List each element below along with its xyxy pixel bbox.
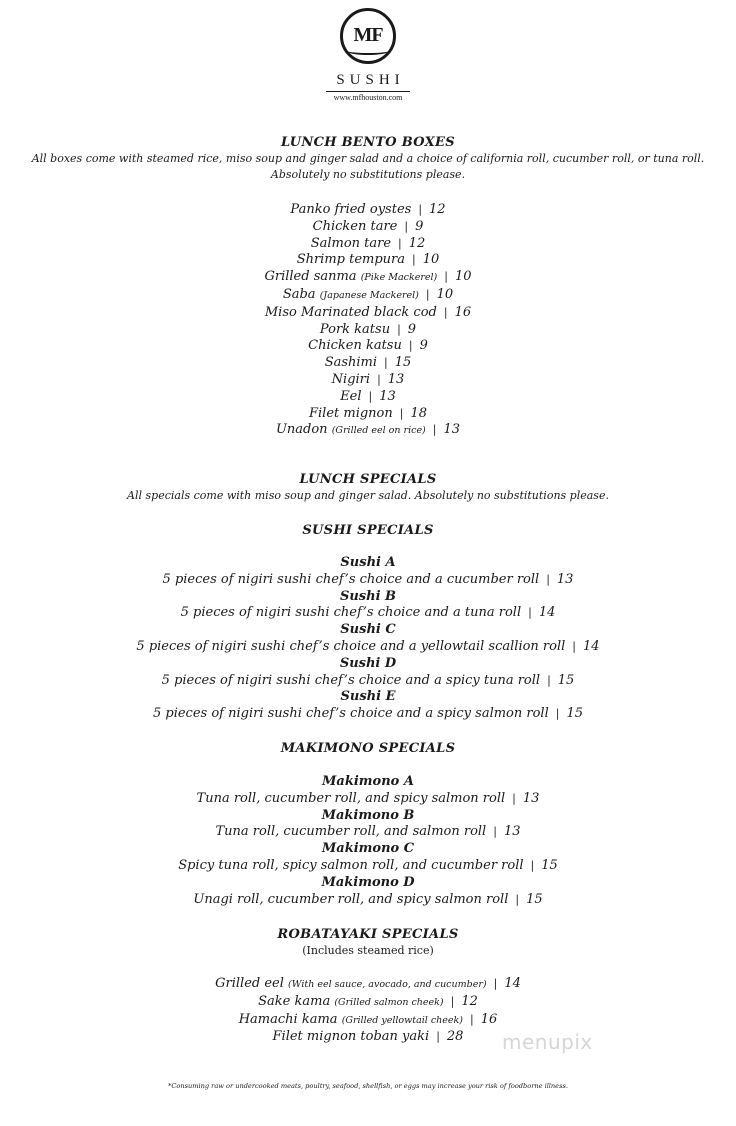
- special-name: Sushi E: [340, 689, 396, 705]
- special-name: Makimono B: [321, 807, 415, 823]
- makimono-specials-title: MAKIMONO SPECIALS: [280, 741, 456, 756]
- menu-item: Pork katsu | 9: [319, 321, 417, 337]
- robatayaki-note: (Includes steamed rice): [302, 944, 434, 957]
- bento-list: [0, 202, 736, 440]
- menu-item: Chicken katsu | 9: [308, 338, 428, 354]
- lunch-specials-note: All specials come with miso soup and ginger salad. Absolutely no substitutions please.: [127, 489, 609, 502]
- restaurant-name: SUSHI: [336, 72, 405, 88]
- logo-initials: MF: [353, 24, 383, 46]
- special-desc: 5 pieces of nigiri sushi chef’s choice and a spicy salmon roll | 15: [152, 706, 584, 722]
- robatayaki-specials-section: [0, 926, 736, 959]
- menu-item: Miso Marinated black cod | 16: [264, 304, 472, 320]
- special-desc: 5 pieces of nigiri sushi chef’s choice and a cucumber roll | 13: [162, 571, 574, 587]
- watermark: menupix: [502, 1030, 593, 1054]
- logo: [0, 8, 736, 102]
- logo-emblem: [340, 8, 396, 64]
- special-desc: Tuna roll, cucumber roll, and salmon roll | 13: [215, 824, 521, 840]
- bento-note-1: All boxes come with steamed rice, miso soup and ginger salad and a choice of california roll, cucumber roll, or tuna roll.: [31, 152, 705, 165]
- special-name: Sushi A: [340, 555, 396, 570]
- bento-section: [0, 134, 736, 183]
- menu-item: Panko fried oystes | 12: [290, 202, 446, 217]
- special-name: Sushi D: [339, 655, 397, 671]
- menu-item: Filet mignon | 18: [308, 405, 428, 421]
- special-name: Makimono D: [321, 874, 415, 890]
- special-desc: Unagi roll, cucumber roll, and spicy salmon roll | 15: [193, 891, 543, 907]
- special-name: Makimono A: [322, 774, 414, 789]
- menu-item: Grilled eel (With eel sauce, avocado, and cucumber) | 14: [215, 976, 521, 991]
- bento-note-2: Absolutely no substitutions please.: [270, 168, 466, 181]
- website-link[interactable]: www.mfhouston.com: [326, 91, 410, 102]
- lunch-specials-section: [0, 471, 736, 504]
- menu-item: Chicken tare | 9: [312, 218, 424, 234]
- special-desc: 5 pieces of nigiri sushi chef’s choice and a spicy tuna roll | 15: [161, 672, 575, 688]
- sushi-specials-title: SUSHI SPECIALS: [302, 523, 434, 538]
- sushi-specials-list: [0, 555, 736, 723]
- menu-item: Sashimi | 15: [324, 355, 412, 371]
- menu-item: Filet mignon toban yaki | 28: [272, 1029, 464, 1045]
- menu-item: Hamachi kama (Grilled yellowtail cheek) | 16: [238, 1011, 498, 1027]
- menu-item: Eel | 13: [340, 388, 396, 404]
- makimono-specials-list: [0, 774, 736, 908]
- menu-item: Unadon (Grilled eel on rice) | 13: [275, 422, 461, 438]
- menu-item: Grilled sanma (Pike Mackerel) | 10: [264, 269, 472, 285]
- special-desc: Spicy tuna roll, spicy salmon roll, and cucumber roll | 15: [178, 857, 558, 873]
- wave-icon: [347, 47, 389, 55]
- special-desc: 5 pieces of nigiri sushi chef’s choice and a yellowtail scallion roll | 14: [136, 638, 600, 654]
- menu-item: Shrimp tempura | 10: [296, 252, 440, 268]
- bento-title: LUNCH BENTO BOXES: [281, 135, 455, 150]
- special-desc: 5 pieces of nigiri sushi chef’s choice and a tuna roll | 14: [180, 605, 556, 621]
- menu-item: Saba (Japanese Mackerel) | 10: [282, 286, 454, 302]
- lunch-specials-title: LUNCH SPECIALS: [299, 472, 437, 487]
- special-desc: Tuna roll, cucumber roll, and spicy salmon roll | 13: [196, 790, 540, 806]
- sushi-specials-section: [0, 522, 736, 539]
- special-name: Sushi C: [340, 622, 396, 638]
- makimono-specials-section: [0, 740, 736, 757]
- menu-item: Nigiri | 13: [331, 371, 405, 387]
- menu-item: Sake kama (Grilled salmon cheek) | 12: [258, 993, 478, 1009]
- special-name: Makimono C: [321, 841, 415, 857]
- robatayaki-list: [0, 976, 736, 1046]
- disclaimer: *Consuming raw or undercooked meats, poultry, seafood, shellfish, or eggs may increase your risk of foodborne illness.: [168, 1082, 568, 1090]
- robatayaki-specials-title: ROBATAYAKI SPECIALS: [277, 927, 459, 942]
- menu-item: Salmon tare | 12: [310, 235, 426, 251]
- special-name: Sushi B: [339, 588, 397, 604]
